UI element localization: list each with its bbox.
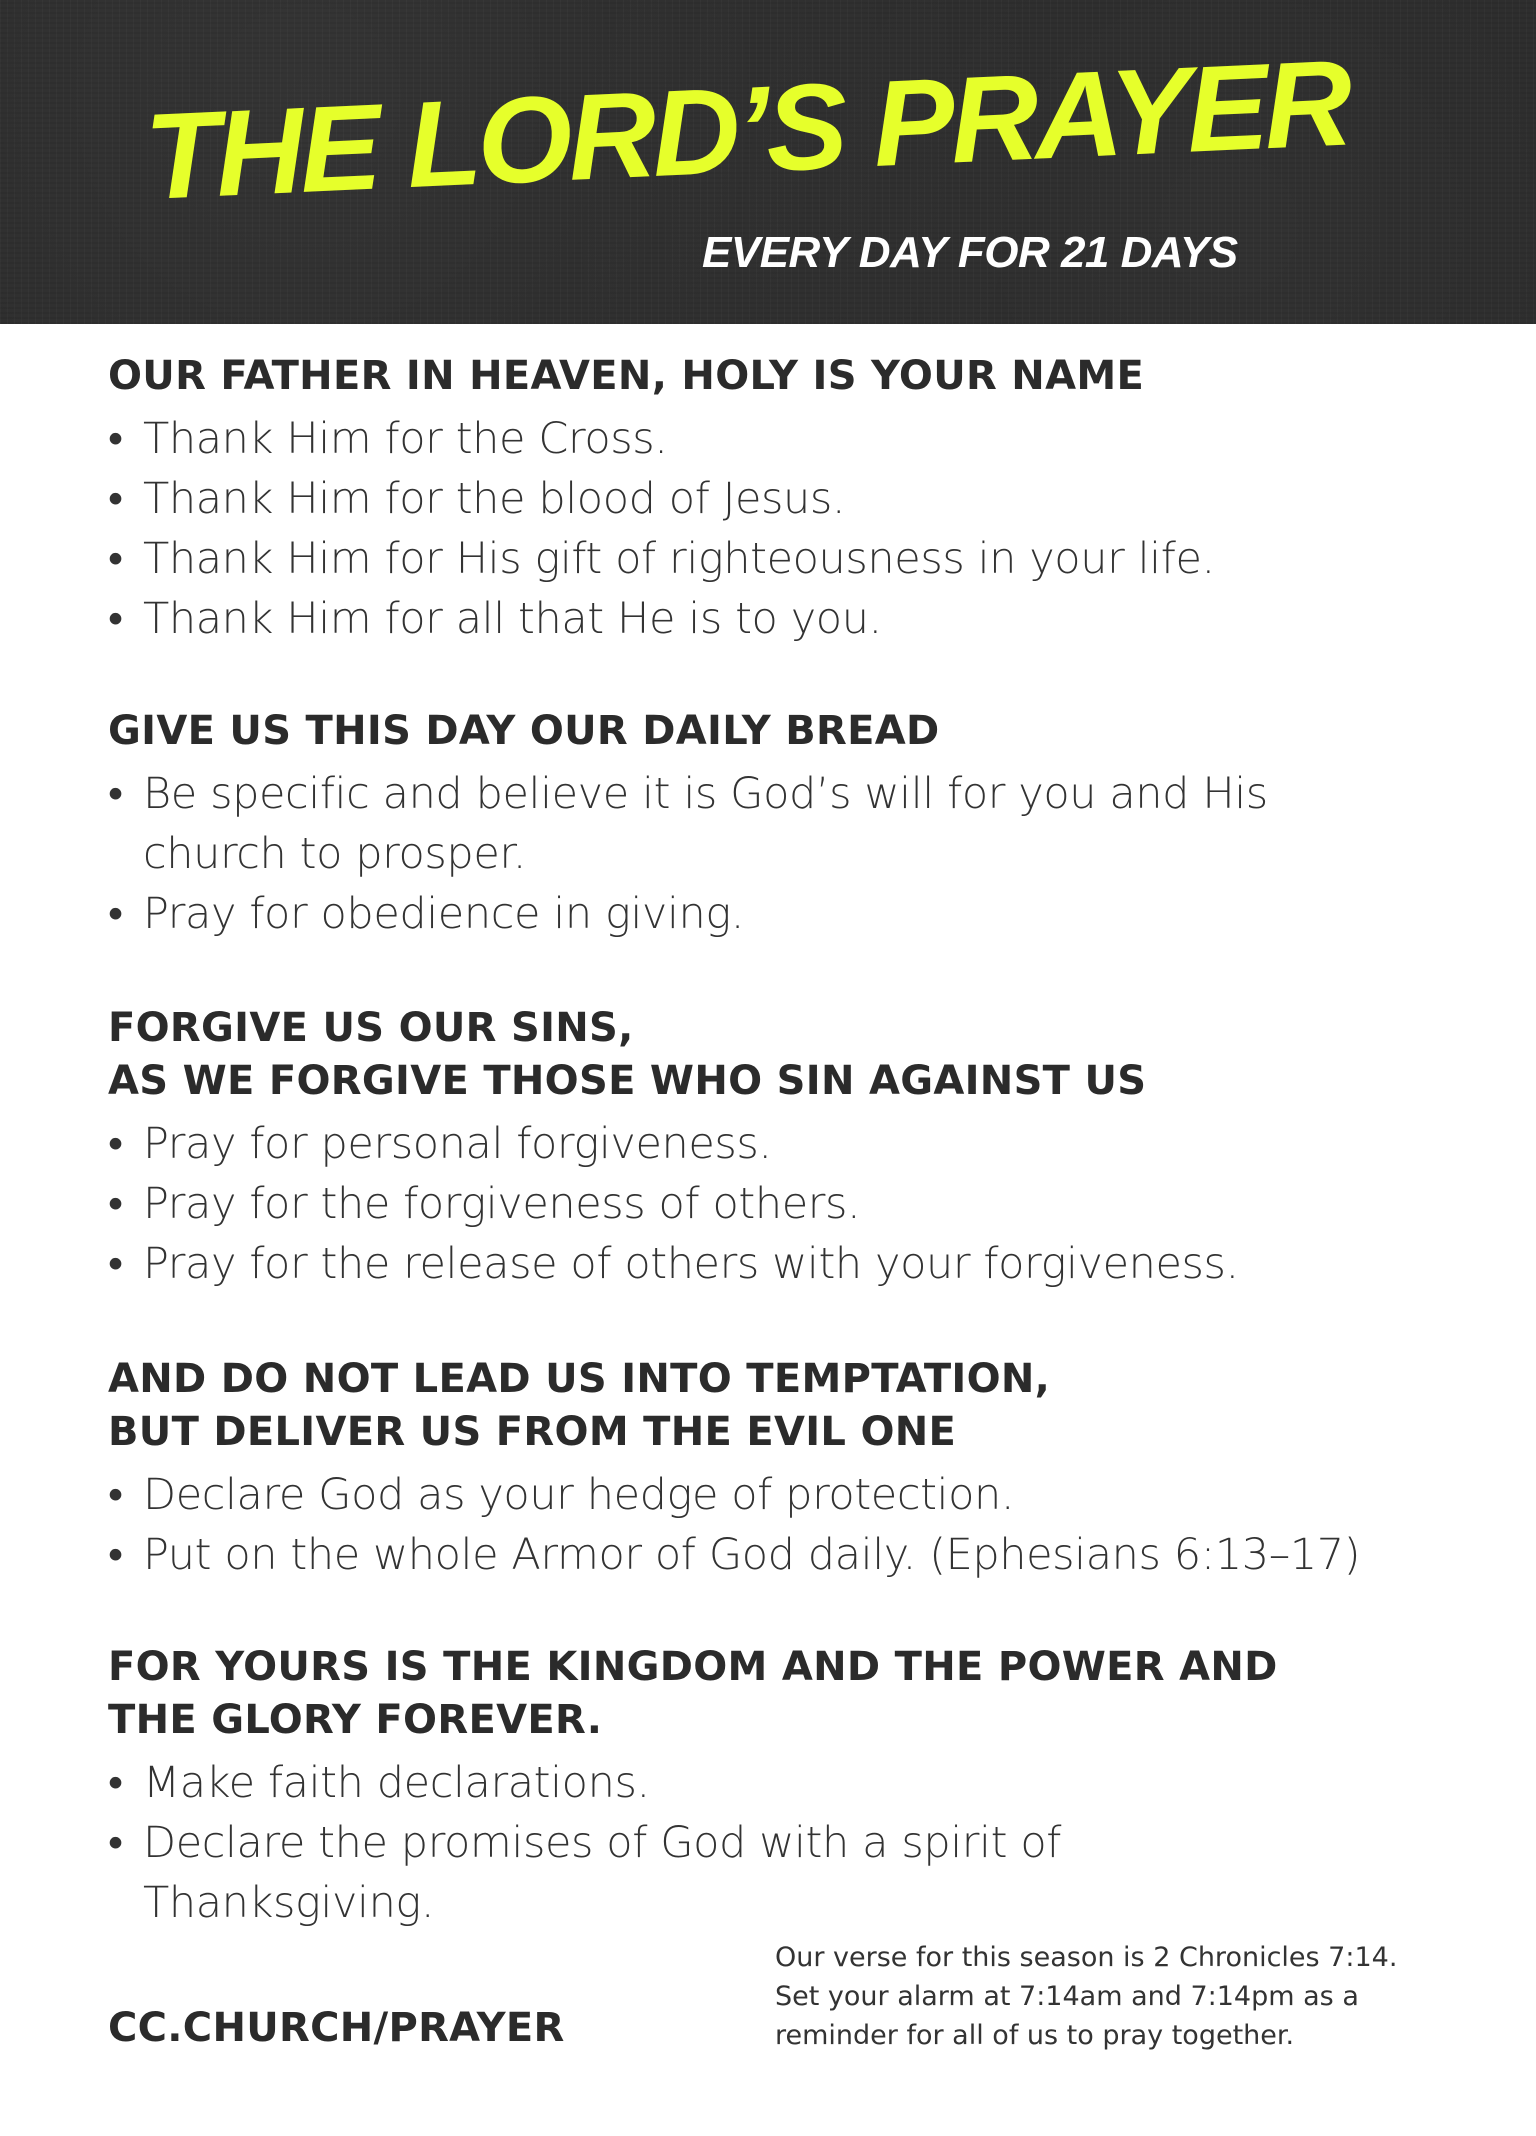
header-banner [0, 0, 1536, 324]
list-item [108, 529, 1488, 589]
list-item [108, 1234, 1488, 1294]
section-heading: OUR FATHER IN HEAVEN, HOLY IS YOUR NAME [108, 353, 1145, 399]
list-item [108, 1465, 1488, 1525]
list-item [108, 1753, 1208, 1813]
list-item [108, 764, 1308, 884]
list-item [108, 1525, 1488, 1585]
list-item-text: Be specific and believe it is God’s will for you and His church to prosper. [143, 769, 1268, 879]
bullet-icon: • [108, 1758, 123, 1808]
list-item [108, 884, 1308, 944]
list-item [108, 589, 1488, 649]
bullet-icon: • [108, 414, 123, 464]
list-item-text: Put on the whole Armor of God daily. (Ephesians 6:13–17) [143, 1530, 1361, 1580]
section-temptation [108, 1353, 1488, 1585]
section-heading: AND DO NOT LEAD US INTO TEMPTATION, BUT DELIVER US FROM THE EVIL ONE [108, 1356, 1051, 1455]
list-item [108, 1174, 1488, 1234]
list-item-text: Declare the promises of God with a spirit of Thanksgiving. [143, 1818, 1061, 1928]
list-item [108, 409, 1488, 469]
bullet-list [108, 1753, 1208, 1933]
list-item-text: Pray for the forgiveness of others. [143, 1179, 861, 1229]
list-item-text: Pray for the release of others with your forgiveness. [143, 1239, 1239, 1289]
prayer-website-link[interactable]: CC.CHURCH/PRAYER [108, 2005, 565, 2051]
list-item-text: Thank Him for the blood of Jesus. [143, 474, 846, 524]
bullet-icon: • [108, 1530, 123, 1580]
bullet-list [108, 1114, 1488, 1294]
page-subtitle: EVERY DAY FOR 21 DAYS [702, 228, 1238, 277]
bullet-list [108, 1465, 1488, 1585]
list-item-text: Pray for obedience in giving. [143, 889, 745, 939]
list-item-text: Declare God as your hedge of protection. [143, 1470, 1015, 1520]
bullet-icon: • [108, 474, 123, 524]
verse-note-line: reminder for all of us to pray together. [775, 2020, 1295, 2051]
section-heading: FOR YOURS IS THE KINGDOM AND THE POWER AND THE GLORY FOREVER. [108, 1644, 1278, 1743]
list-item [108, 469, 1488, 529]
list-item-text: Pray for personal forgiveness. [143, 1119, 772, 1169]
section-forgiveness [108, 1002, 1488, 1294]
section-heading: FORGIVE US OUR SINS, AS WE FORGIVE THOSE WHO SIN AGAINST US [108, 1005, 1147, 1104]
bullet-icon: • [108, 1470, 123, 1520]
page-title: THE LORD’S PRAYER [142, 34, 1352, 225]
bullet-list [108, 764, 1308, 944]
list-item [108, 1813, 1208, 1933]
section-heading: GIVE US THIS DAY OUR DAILY BREAD [108, 708, 940, 754]
verse-reminder-note [775, 1938, 1475, 2055]
verse-note-line: Our verse for this season is 2 Chronicles 7:14. [775, 1942, 1398, 1973]
bullet-icon: • [108, 1818, 123, 1868]
bullet-icon: • [108, 1239, 123, 1289]
bullet-list [108, 409, 1488, 649]
bullet-icon: • [108, 534, 123, 584]
list-item [108, 1114, 1488, 1174]
bullet-icon: • [108, 769, 123, 819]
bullet-icon: • [108, 1119, 123, 1169]
bullet-icon: • [108, 889, 123, 939]
list-item-text: Make faith declarations. [143, 1758, 650, 1808]
verse-note-line: Set your alarm at 7:14am and 7:14pm as a [775, 1981, 1359, 2012]
list-item-text: Thank Him for His gift of righteousness in your life. [143, 534, 1215, 584]
list-item-text: Thank Him for all that He is to you. [143, 594, 882, 644]
section-kingdom [108, 1641, 1278, 1933]
section-daily-bread [108, 705, 1308, 944]
list-item-text: Thank Him for the Cross. [143, 414, 668, 464]
bullet-icon: • [108, 1179, 123, 1229]
section-hallowed-name [108, 350, 1488, 649]
bullet-icon: • [108, 594, 123, 644]
